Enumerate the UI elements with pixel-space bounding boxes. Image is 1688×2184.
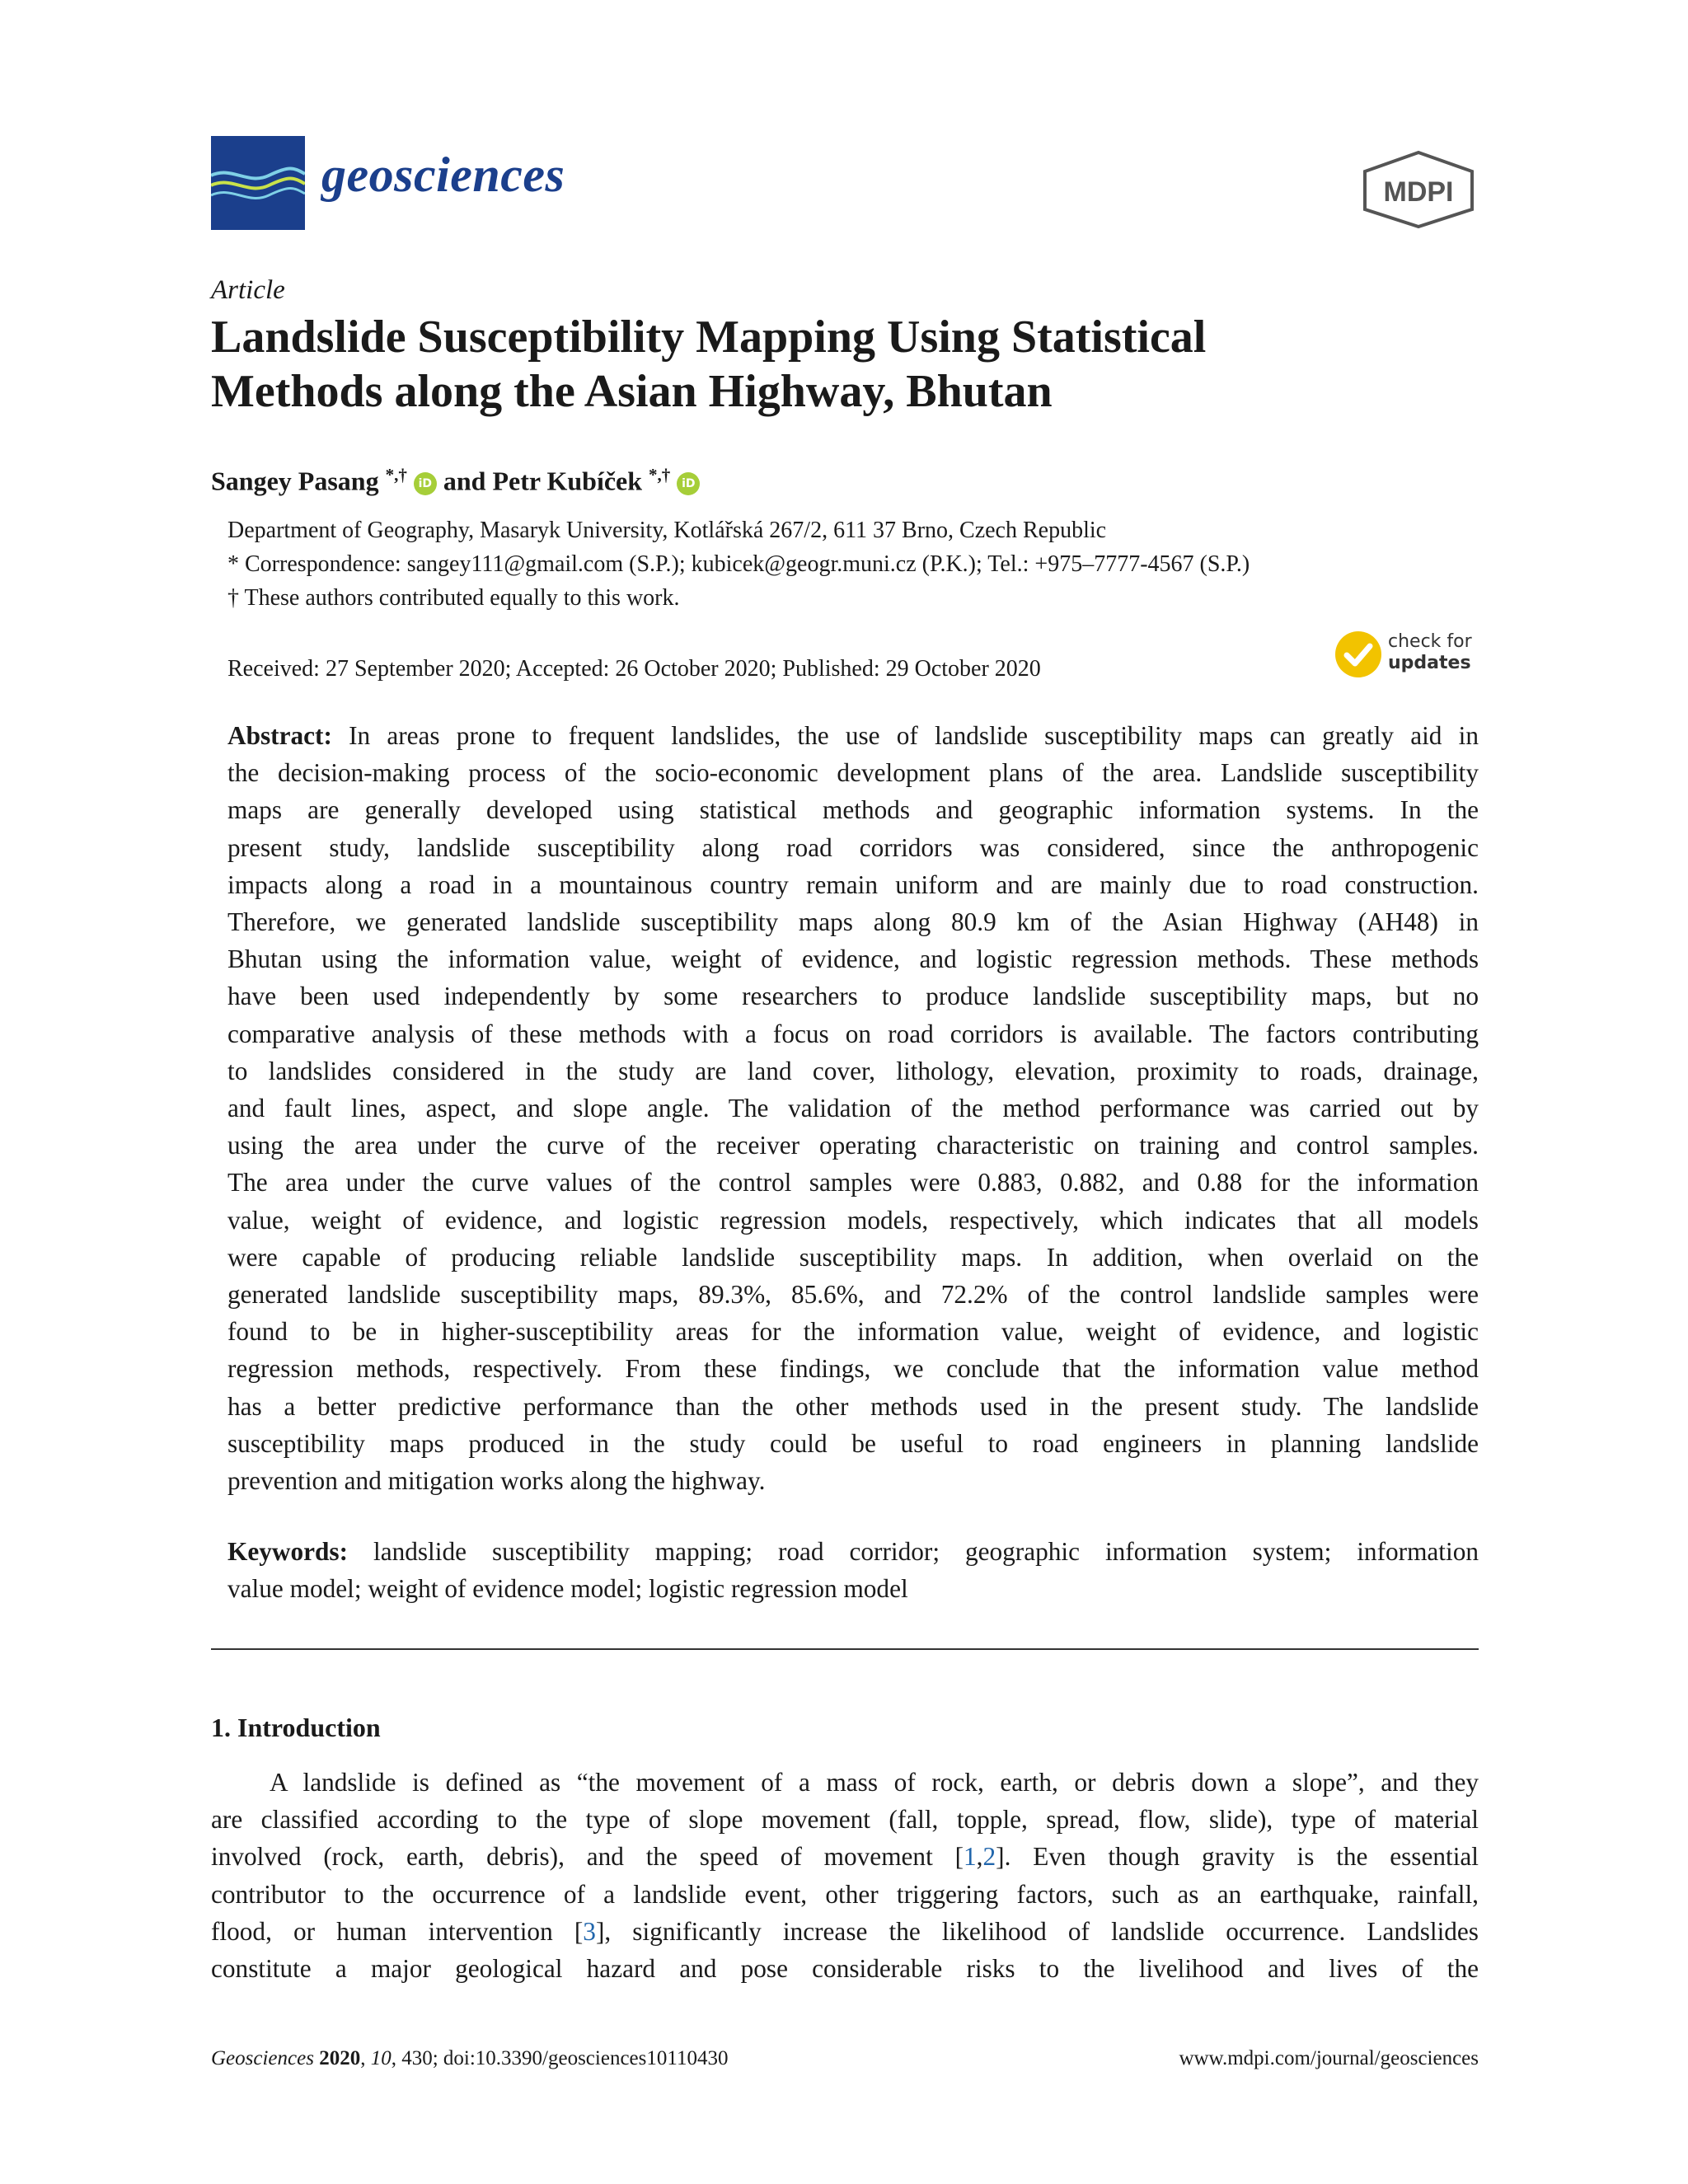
intro-text: ], significantly increase the likelihood of landslide occurrence. Landslides: [595, 1916, 1479, 1946]
paper-title: [211, 310, 1480, 419]
footer-doi: , 430; doi:10.3390/geosciences10110430: [391, 2047, 729, 2069]
orcid-icon[interactable]: iD: [414, 472, 437, 495]
abstract-line: regression methods, respectively. From these findings, we conclude that the information value method: [227, 1354, 1479, 1384]
intro-text: ,: [976, 1842, 983, 1872]
abstract-line: The area under the curve values of the control samples were 0.883, 0.882, and 0.88 for the information: [227, 1168, 1479, 1197]
keywords: [227, 1533, 1479, 1607]
intro-text: ]. Even though gravity is the essential: [996, 1842, 1479, 1872]
abstract-line: [227, 717, 1479, 754]
waves-icon: [211, 136, 305, 230]
checkmark-icon: [1335, 631, 1381, 677]
affiliation: Department of Geography, Masaryk University, Kotlářská 267/2, 611 37 Brno, Czech Republic: [227, 518, 1107, 543]
abstract-line: were capable of producing reliable landslide susceptibility maps. In addition, when overlaid on the: [227, 1242, 1479, 1272]
abstract-text: In areas prone to frequent landslides, the use of landslide susceptibility maps can greatly aid in: [331, 721, 1479, 750]
footer-journal: Geosciences: [211, 2047, 314, 2069]
mdpi-logo: [1360, 150, 1477, 229]
abstract-line: the decision-making process of the socio-economic development plans of the area. Landslide susceptibility: [227, 758, 1479, 788]
abstract-line: have been used independently by some researchers to produce landslide susceptibility maps, but no: [227, 982, 1479, 1011]
author-list: [211, 465, 700, 497]
check-for-updates-label: [1388, 631, 1472, 674]
title-line-1: Landslide Susceptibility Mapping Using Statistical: [211, 312, 1207, 363]
intro-line: [211, 1913, 1479, 1950]
abstract-line: has a better predictive performance than the other methods used in the present study. The landslide: [227, 1391, 1479, 1421]
intro-line: contributor to the occurrence of a landslide event, other triggering factors, such as an earthquake, rainfall,: [211, 1879, 1479, 1909]
author-name[interactable]: Petr Kubíček: [492, 466, 643, 496]
abstract-line: Therefore, we generated landslide susceptibility maps along 80.9 km of the Asian Highway (AH48) in: [227, 907, 1479, 937]
intro-line: are classified according to the type of slope movement (fall, topple, spread, flow, slide), type of material: [211, 1805, 1479, 1835]
keywords-text: landslide susceptibility mapping; road corridor; geographic information system; information: [348, 1537, 1479, 1566]
abstract-line: generated landslide susceptibility maps, 89.3%, 85.6%, and 72.2% of the control landslide samples were: [227, 1280, 1479, 1310]
title-line-2: Methods along the Asian Highway, Bhutan: [211, 366, 1053, 417]
keywords-label: Keywords:: [227, 1537, 349, 1566]
check-line-2: updates: [1388, 653, 1471, 673]
citation-link[interactable]: 1: [964, 1842, 977, 1872]
publisher-name: MDPI: [1383, 176, 1454, 208]
abstract-line: maps are generally developed using statistical methods and geographic information systems. In the: [227, 795, 1479, 825]
keywords-line: [227, 1533, 1479, 1570]
intro-line: [211, 1838, 1479, 1875]
introduction-text: [211, 1764, 1479, 1987]
abstract-line: using the area under the curve of the receiver operating characteristic on training and control samples.: [227, 1131, 1479, 1160]
intro-text: involved (rock, earth, debris), and the speed of movement [: [211, 1842, 964, 1872]
abstract-line: susceptibility maps produced in the study could be useful to road engineers in planning landslide: [227, 1428, 1479, 1458]
abstract-line: Bhutan using the information value, weight of evidence, and logistic regression methods. These methods: [227, 944, 1479, 974]
footer-year: 2020: [319, 2047, 361, 2069]
author-marks: *,†: [385, 465, 407, 485]
journal-name: geosciences: [321, 148, 565, 202]
abstract-line: to landslides considered in the study are land cover, lithology, elevation, proximity to roads, drainage,: [227, 1056, 1479, 1085]
intro-line: constitute a major geological hazard and pose considerable risks to the livelihood and lives of the: [211, 1954, 1479, 1984]
abstract-line: prevention and mitigation works along the highway.: [227, 1466, 766, 1496]
publication-dates: Received: 27 September 2020; Accepted: 26 October 2020; Published: 29 October 2020: [227, 656, 1041, 682]
article-type: Article: [211, 275, 285, 305]
check-for-updates-button[interactable]: [1335, 630, 1484, 679]
correspondence: * Correspondence: sangey111@gmail.com (S.P.); kubicek@geogr.muni.cz (P.K.); Tel.: +975–7777-4567 (S.P.): [227, 551, 1250, 577]
citation-link[interactable]: 3: [583, 1916, 596, 1946]
equal-contribution-note: † These authors contributed equally to this work.: [227, 585, 680, 611]
citation-footer: Geosciences 2020, 10, 430; doi:10.3390/geosciences10110430: [211, 2047, 729, 2069]
author-marks: *,†: [649, 465, 671, 485]
keywords-line: value model; weight of evidence model; logistic regression model: [227, 1574, 908, 1604]
intro-line: A landslide is defined as “the movement of a mass of rock, earth, or debris down a slope”, and they: [270, 1768, 1479, 1797]
section-divider: [211, 1648, 1479, 1650]
intro-text: flood, or human intervention [: [211, 1916, 584, 1946]
check-line-1: check for: [1388, 631, 1472, 652]
journal-logo: [211, 136, 305, 230]
orcid-icon[interactable]: iD: [677, 472, 700, 495]
abstract: [227, 717, 1479, 1499]
abstract-label: Abstract:: [227, 721, 332, 750]
abstract-line: value, weight of evidence, and logistic regression models, respectively, which indicates that all models: [227, 1205, 1479, 1235]
footer-volume: 10: [370, 2047, 392, 2069]
section-heading: 1. Introduction: [211, 1713, 381, 1742]
author-name[interactable]: Sangey Pasang: [211, 466, 379, 496]
abstract-line: comparative analysis of these methods with a focus on road corridors is available. The factors contributing: [227, 1019, 1479, 1048]
journal-url-link[interactable]: www.mdpi.com/journal/geosciences: [1179, 2047, 1479, 2069]
citation-link[interactable]: 2: [982, 1842, 996, 1872]
abstract-line: and fault lines, aspect, and slope angle. The validation of the method performance was carried out by: [227, 1094, 1479, 1123]
abstract-line: found to be in higher-susceptibility areas for the information value, weight of evidence, and logistic: [227, 1317, 1479, 1347]
abstract-line: impacts along a road in a mountainous country remain uniform and are mainly due to road construction.: [227, 869, 1479, 899]
author-connector: and: [443, 466, 486, 496]
abstract-line: present study, landslide susceptibility along road corridors was considered, since the anthropogenic: [227, 832, 1479, 862]
